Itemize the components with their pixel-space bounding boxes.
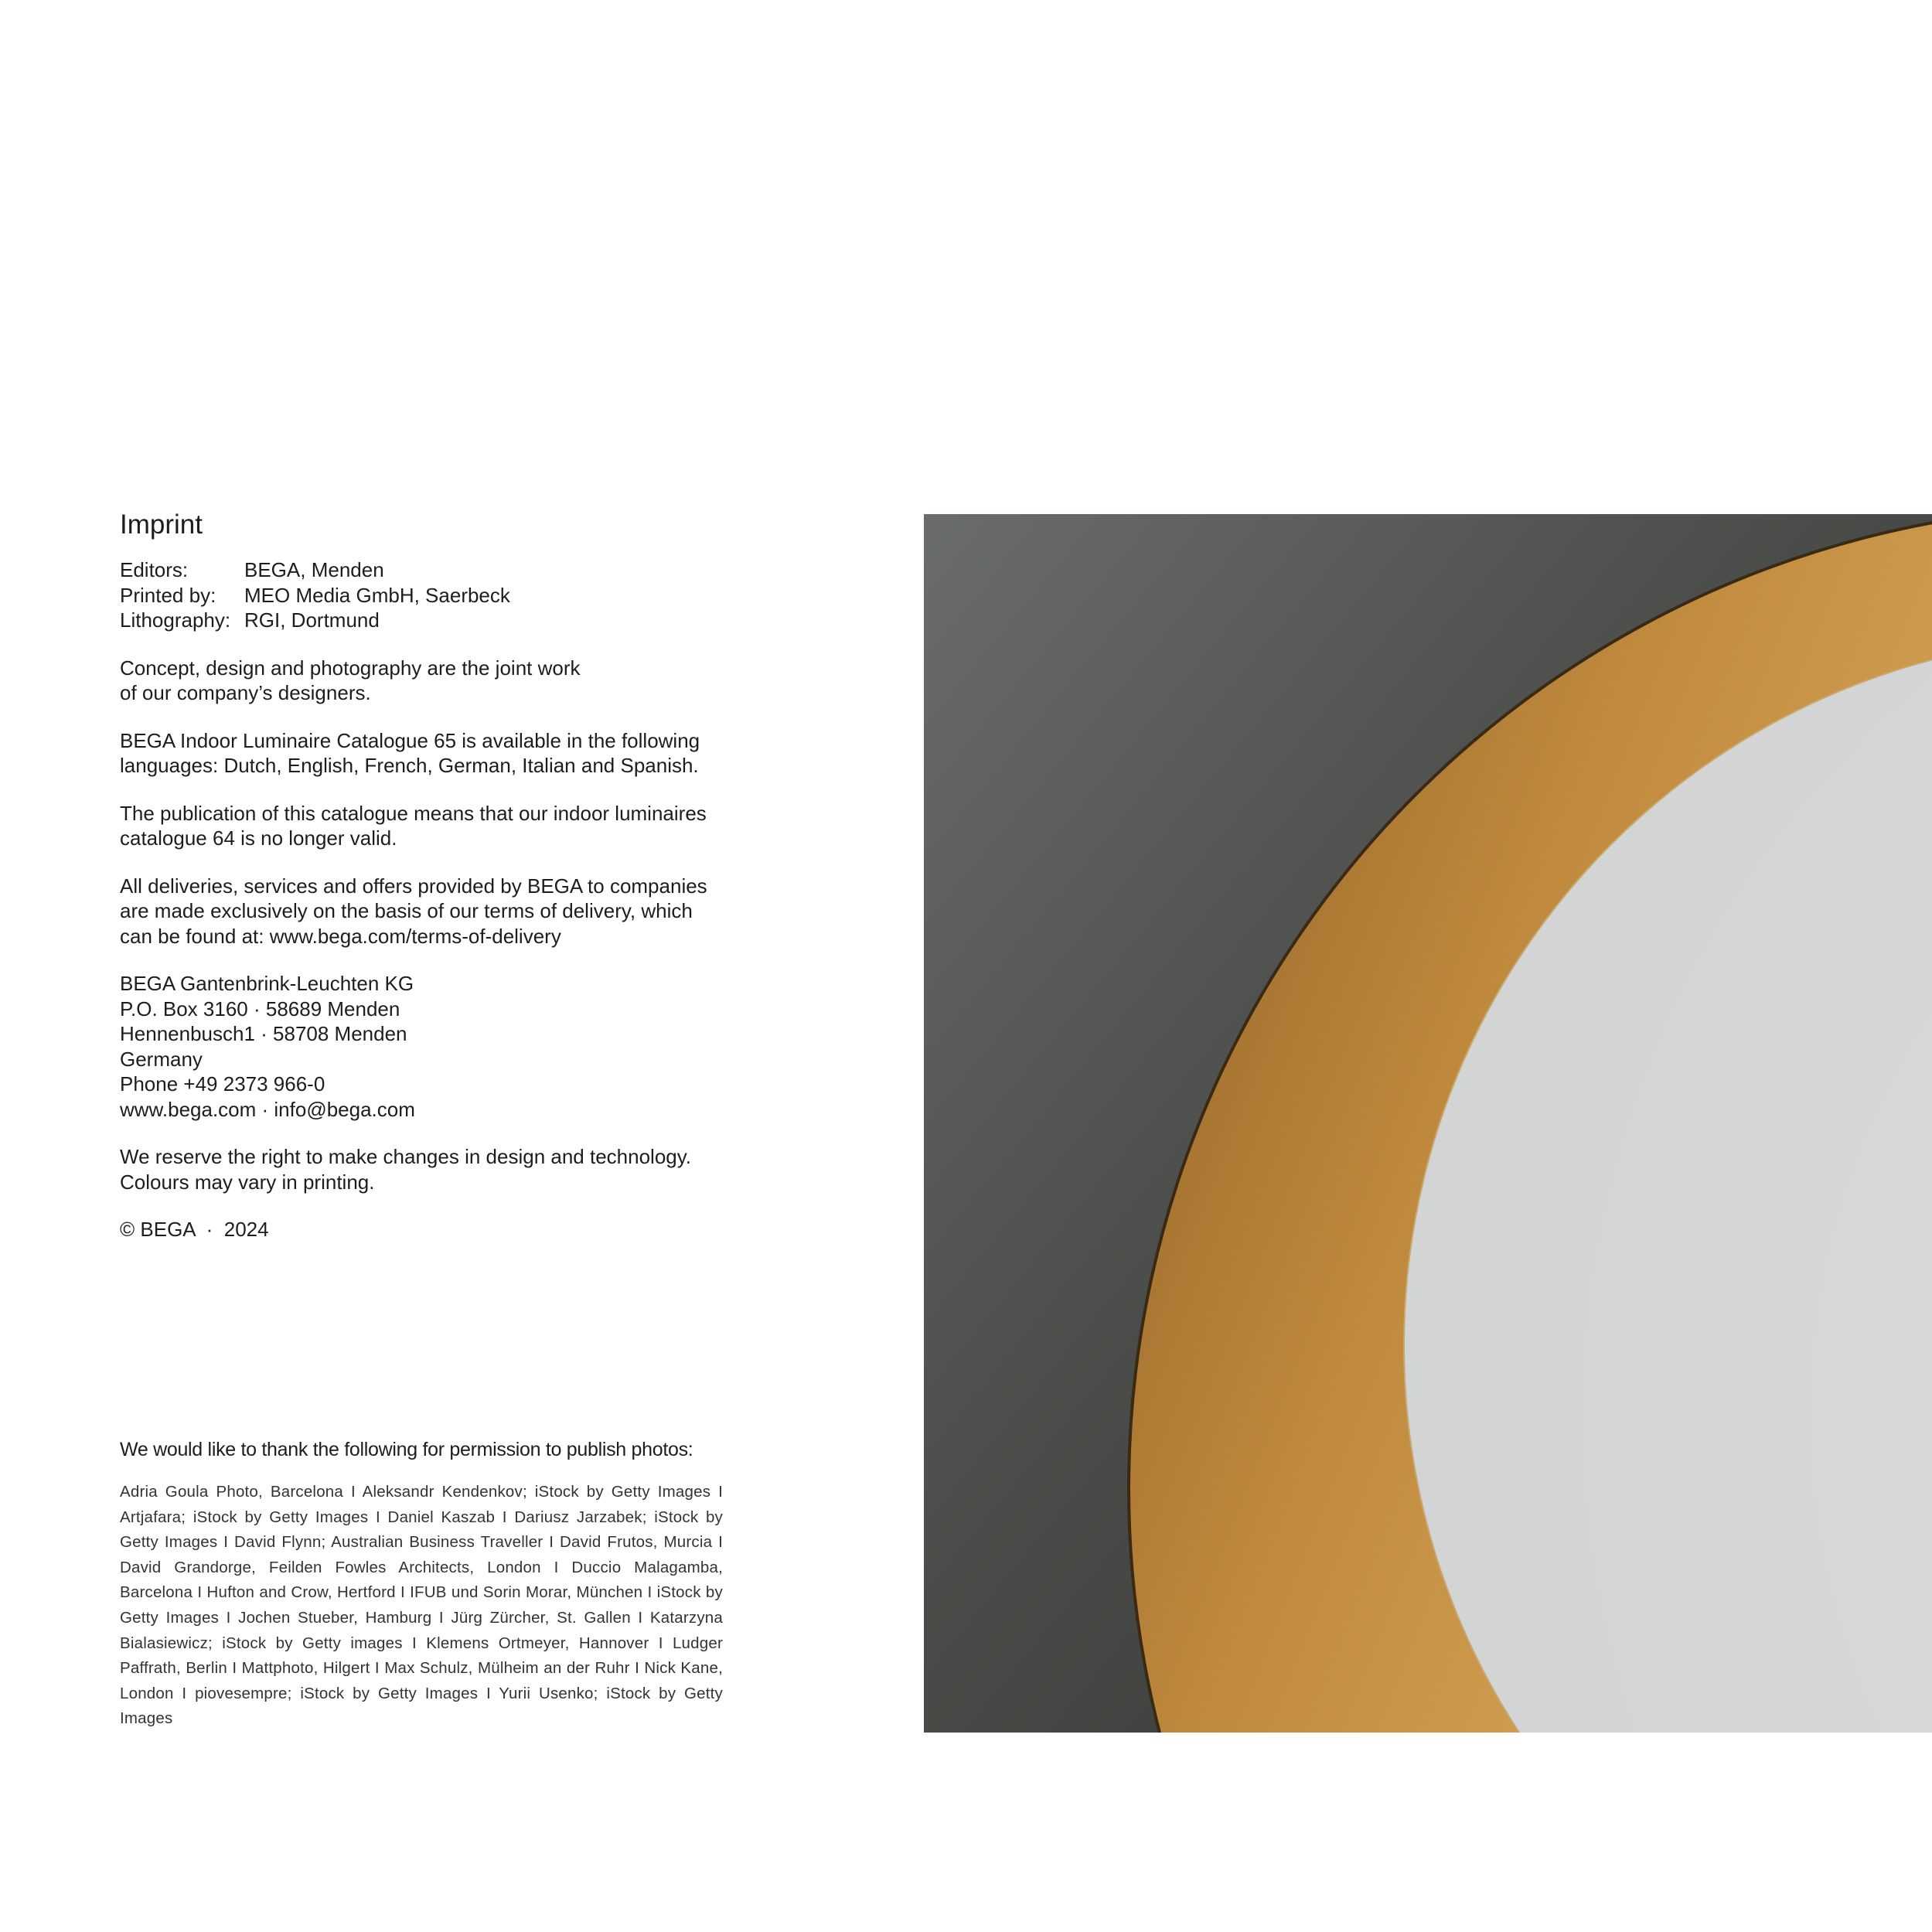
imprint-column <box>120 506 754 1265</box>
text-line: All deliveries, services and offers provided by BEGA to companies <box>120 874 707 898</box>
credit-key: Editors: <box>120 558 189 581</box>
credits-table <box>120 557 510 633</box>
address-line: www.bega.com · info@bega.com <box>120 1097 415 1121</box>
text-line: We reserve the right to make changes in design and technology. <box>120 1145 692 1168</box>
photo-credits-body: Adria Goula Photo, Barcelona I Aleksandr Kendenkov; iStock by Getty Images I Artjafara; iStock by Getty Images I Daniel Kaszab I Dariusz Jarzabek; iStock by Getty Images I David Flynn; Australian Business Traveller I David Frutos, Murcia I David Grandorge, Feilden Fowles Architects, London I Duccio Malagamba, Barcelona I Hufton and Crow, Hertford I IFUB und Sorin Morar, München I iStock by Getty Images I Jochen Stueber, Hamburg I Jürg Zürcher, St. Gallen I Katarzyna Bialasiewicz; iStock by Getty images I Klemens Ortmeyer, Hannover I Ludger Paffrath, Berlin I Mattphoto, Hilgert I Max Schulz, Mülheim an der Ruhr I Nick Kane, London I piovesempre; iStock by Getty Images I Yurii Usenko; iStock by Getty Images <box>120 1483 723 1728</box>
address-line: Hennenbusch1 · 58708 Menden <box>120 1022 407 1045</box>
text-line: Colours may vary in printing. <box>120 1170 375 1194</box>
text-line: catalogue 64 is no longer valid. <box>120 826 397 850</box>
text-line: BEGA Indoor Luminaire Catalogue 65 is available in the following <box>120 728 700 752</box>
languages-paragraph <box>120 728 754 779</box>
address-line: BEGA Gantenbrink-Leuchten KG <box>120 972 414 995</box>
copyright: © BEGA · 2024 <box>120 1218 269 1241</box>
text-line: can be found at: www.bega.com/terms-of-delivery <box>120 924 561 948</box>
validity-paragraph <box>120 801 754 851</box>
luminaire-photo <box>924 514 1932 1733</box>
credit-value: BEGA, Menden <box>244 558 384 581</box>
address-line: Phone +49 2373 966-0 <box>120 1072 325 1095</box>
credit-value: MEO Media GmbH, Saerbeck <box>244 583 510 607</box>
terms-paragraph <box>120 874 754 949</box>
text-line: are made exclusively on the basis of our terms of delivery, which <box>120 899 693 922</box>
credit-key: Lithography: <box>120 608 231 632</box>
imprint-heading: Imprint <box>120 509 203 540</box>
concept-paragraph <box>120 656 754 706</box>
address-line: Germany <box>120 1047 203 1071</box>
text-line: languages: Dutch, English, French, German, Italian and Spanish. <box>120 754 699 777</box>
disclaimer-paragraph <box>120 1144 754 1194</box>
luminaire-photo-svg <box>924 514 1932 1733</box>
address-block <box>120 971 754 1122</box>
credit-row-editors <box>120 557 510 583</box>
credit-key: Printed by: <box>120 583 216 607</box>
credit-row-printed-by <box>120 583 510 608</box>
address-line: P.O. Box 3160 · 58689 Menden <box>120 997 400 1021</box>
text-line: Concept, design and photography are the joint work <box>120 656 581 680</box>
credit-row-lithography <box>120 608 510 633</box>
text-line: The publication of this catalogue means that our indoor luminaires <box>120 801 707 825</box>
text-line: of our company’s designers. <box>120 681 371 704</box>
photo-credits-title: We would like to thank the following for permission to publish photos: <box>120 1439 693 1460</box>
credit-value: RGI, Dortmund <box>244 608 380 632</box>
photo-credits <box>120 1436 723 1732</box>
